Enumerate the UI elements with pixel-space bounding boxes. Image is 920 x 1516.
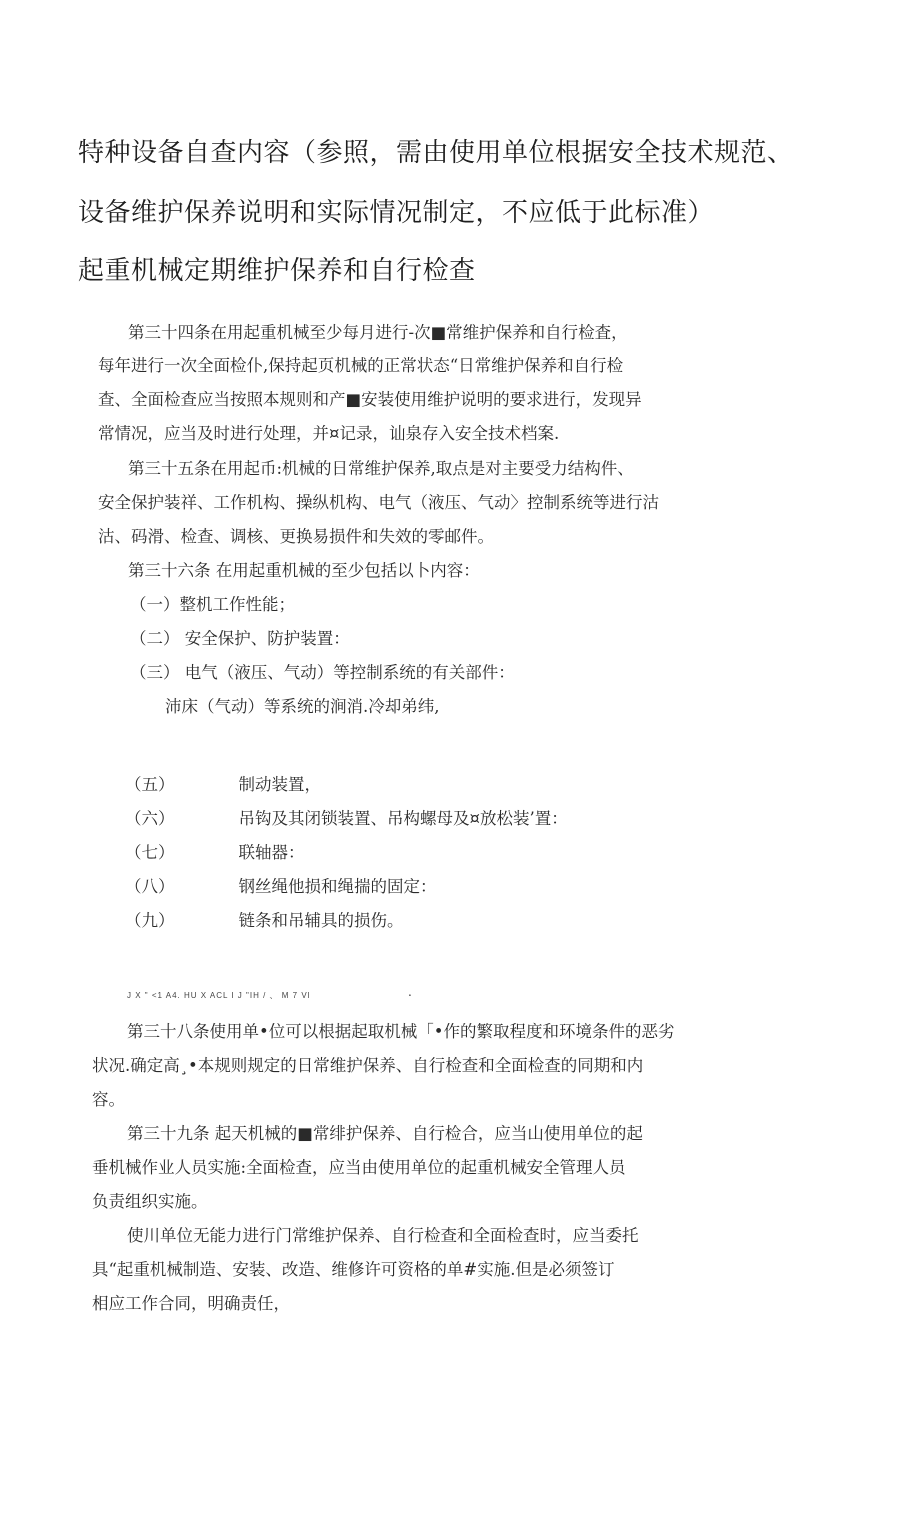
article36-item-1: （一）整机工作性能；	[130, 595, 295, 614]
item-number: （七）	[125, 843, 175, 862]
title-line-2: 设备维护保养说明和实际情况制定，不应低于此标准）	[78, 198, 715, 228]
article36-item-2: （二） 安全保护、防护装置：	[130, 629, 350, 648]
closing-line-1: 使川单位无能力进行门常维护保养、自行检查和全面检查时，应当委托	[127, 1226, 639, 1245]
item-number: （九）	[125, 911, 175, 930]
item-text: 制动装置，	[238, 775, 321, 794]
article36-item-7	[125, 839, 305, 863]
item-text: 吊钩及其闭锁装置、吊构螺母及¤放松装’置：	[238, 809, 568, 828]
article36-item-8	[125, 873, 437, 897]
article39-line-1: 第三十九条 起天机械的■常绯护保养、自行检合，应当山使用单位的起	[127, 1124, 643, 1143]
section-subtitle: 起重机械定期维护保养和自行检查	[78, 256, 476, 286]
article34-line-2: 每年进行一次全面检仆,保持起页机械的正常状态“日常维护保养和自行检	[98, 356, 624, 375]
article36-item-9	[125, 907, 404, 931]
item-number: （六）	[125, 809, 175, 828]
article38-line-2: 状况.确定高¸•本规则规定的日常维护保养、自行检查和全面检查的同期和内	[92, 1056, 644, 1075]
item-text: 联轴器：	[238, 843, 305, 862]
item-text: 钢丝绳他损和绳揣的固定：	[238, 877, 437, 896]
article36-item-3: （三） 电气（液压、气动）等控制系统的有关部件：	[130, 663, 515, 682]
article39-line-3: 负责组织实施。	[92, 1192, 208, 1211]
item-number: （五）	[125, 775, 175, 794]
garbled-ocr-text: J X " <1 A4. HU X ACL I J "IH / 、 M 7 Vl	[127, 991, 311, 1000]
garbled-dot: .	[408, 985, 412, 999]
item-text: 链条和吊辅具的损伤。	[238, 911, 404, 930]
article34-line-1: 第三十四条在用起重机械至少每月进行-次■常维护保养和自行检査，	[128, 323, 628, 342]
article36-item-6	[125, 805, 568, 829]
title-line-1: 特种设备自查内容（参照，需由使用单位根据安全技术规范、	[78, 138, 794, 168]
article35-line-2: 安全保护装祥、工作机构、操纵机构、电气（液压、气动〉控制系统等进行沽	[98, 493, 659, 512]
article34-line-3: 查、全面检查应当按照本规则和产■安装使用维护说明的要求进行，发现异	[98, 390, 642, 409]
article35-line-1: 第三十五条在用起币:机械的日常维护保养,取点是对主要受力结构件、	[128, 459, 634, 478]
article36-intro: 第三十六条 在用起重机械的至少包括以卜内容：	[128, 561, 480, 580]
article34-line-4: 常情况，应当及时进行处理，并¤记录，讪泉存入安全技术档案.	[98, 424, 560, 443]
article38-line-3: 容。	[92, 1090, 125, 1109]
closing-line-3: 相应工作合同，明确责任，	[92, 1294, 290, 1313]
article36-item-4: 沛床（气动）等系统的涧消.冷却弟纬,	[165, 697, 440, 716]
item-number: （八）	[125, 877, 175, 896]
article36-item-5	[125, 771, 321, 795]
closing-line-2: 具“起重机械制造、安装、改造、维修许可资格的单#实施.但是必须签订	[92, 1260, 615, 1279]
article39-line-2: 垂机械作业人员实施:全面检查，应当由使用单位的起重机械安全管理人员	[92, 1158, 626, 1177]
article38-line-1: 第三十八条使用单•位可以根据起取机械「•作的繁取程度和环境条件的恶劣	[127, 1022, 675, 1041]
article35-line-3: 沽、码滑、检查、调核、更换易损件和失效的零邮件。	[98, 527, 494, 546]
